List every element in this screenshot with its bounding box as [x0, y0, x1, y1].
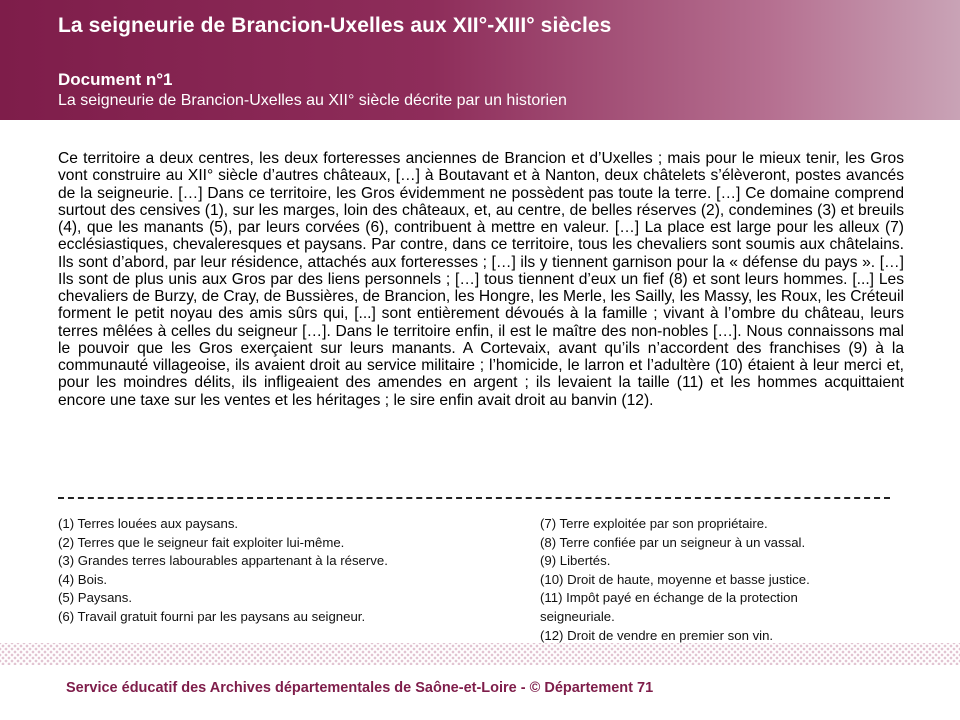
footnote-item: (11) Impôt payé en échange de la protection	[540, 590, 798, 606]
footnote-item: (5) Paysans.	[58, 590, 133, 606]
footnote-item: (4) Bois.	[58, 571, 108, 587]
footnote-item: (8) Terre confiée par un seigneur à un vassal.	[540, 534, 806, 550]
dashed-divider	[58, 497, 890, 499]
footnote-item: (3) Grandes terres labourables appartenant à la réserve.	[58, 553, 388, 569]
footnote-item: seigneuriale.	[540, 608, 615, 624]
footnote-item: (1) Terres louées aux paysans.	[58, 516, 239, 531]
footnote-item: (7) Terre exploitée par son propriétaire.	[540, 516, 768, 531]
decorative-pattern-band	[0, 643, 960, 665]
page-title: La seigneurie de Brancion-Uxelles aux XII°-XIII° siècles	[58, 14, 612, 37]
footnote-item: (12) Droit de vendre en premier son vin.	[540, 627, 774, 643]
footnotes-right	[540, 515, 890, 645]
footer-credit: Service éducatif des Archives départementales de Saône-et-Loire - © Département 71	[66, 680, 654, 696]
document-label: Document n°1	[58, 70, 173, 89]
header-banner	[0, 0, 960, 120]
historian-text: Ce territoire a deux centres, les deux forteresses anciennes de Brancion et d’Uxelles ; mais pour le mieux tenir, les Gros vont construire au XII° siècle d’autres châteaux, […] à Boutavant et à Nanton, deux châtelets s’élèveront, postes avancés de la seigneurie. […] Dans ce territoire, les Gros évidemment ne possèdent pas toute la terre. […] Ce domaine comprend surtout des censives (1), sur les marges, loin des châteaux, et, au centre, de belles réserves (2), condemines (3) et breuils (4), que les manants (5), par leurs corvées (6), contribuent à mettre en valeur. […] La place est large pour les alleux (7) ecclésiastiques, chevaleresques et paysans. Par contre, dans ce territoire, tous les chevaliers sont soumis aux châtelains. Ils sont d’abord, par leur résidence, attachés aux forteresses ; […] ils y tiennent garnison pour la « défense du pays ». […] Ils sont de plus unis aux Gros par des liens personnels ; […] tous tiennent d’eux un fief (8) et sont leurs hommes. [...] Les chevaliers de Burzy, de Cray, de Bussières, de Brancion, les Hongre, les Merle, les Sailly, les Massy, les Roux, les Créteuil forment le petit noyau des amis sûrs qui, [...] sont entièrement dévoués à la famille ; vivant à l’ombre du château, leurs terres mêlées à celles du seigneur […]. Dans le territoire enfin, il est le maître des non-nobles […]. Nous connaissons mal le pouvoir que les Gros exerçaient sur leurs manants. A Cortevaix, avant qu’ils n’accordent des franchises (9) à la communauté villageoise, ils avaient droit au service militaire ; l’homicide, le larron et l’adultère (10) étaient à leur merci et, pour les moindres délits, ils infligeaient des amendes en argent ; ils levaient la taille (11) et les hommes acquittaient encore une taxe sur les ventes et les héritages ; le sire enfin avait droit au banvin (12).	[58, 150, 904, 409]
footnotes-left	[58, 515, 498, 627]
footnote-item: (6) Travail gratuit fourni par les paysans au seigneur.	[58, 608, 366, 624]
footnote-item: (9) Libertés.	[540, 553, 611, 569]
document-subtitle: La seigneurie de Brancion-Uxelles au XII° siècle décrite par un historien	[58, 92, 567, 109]
footnote-item: (2) Terres que le seigneur fait exploiter lui-même.	[58, 534, 345, 550]
footnote-item: (10) Droit de haute, moyenne et basse justice.	[540, 571, 810, 587]
